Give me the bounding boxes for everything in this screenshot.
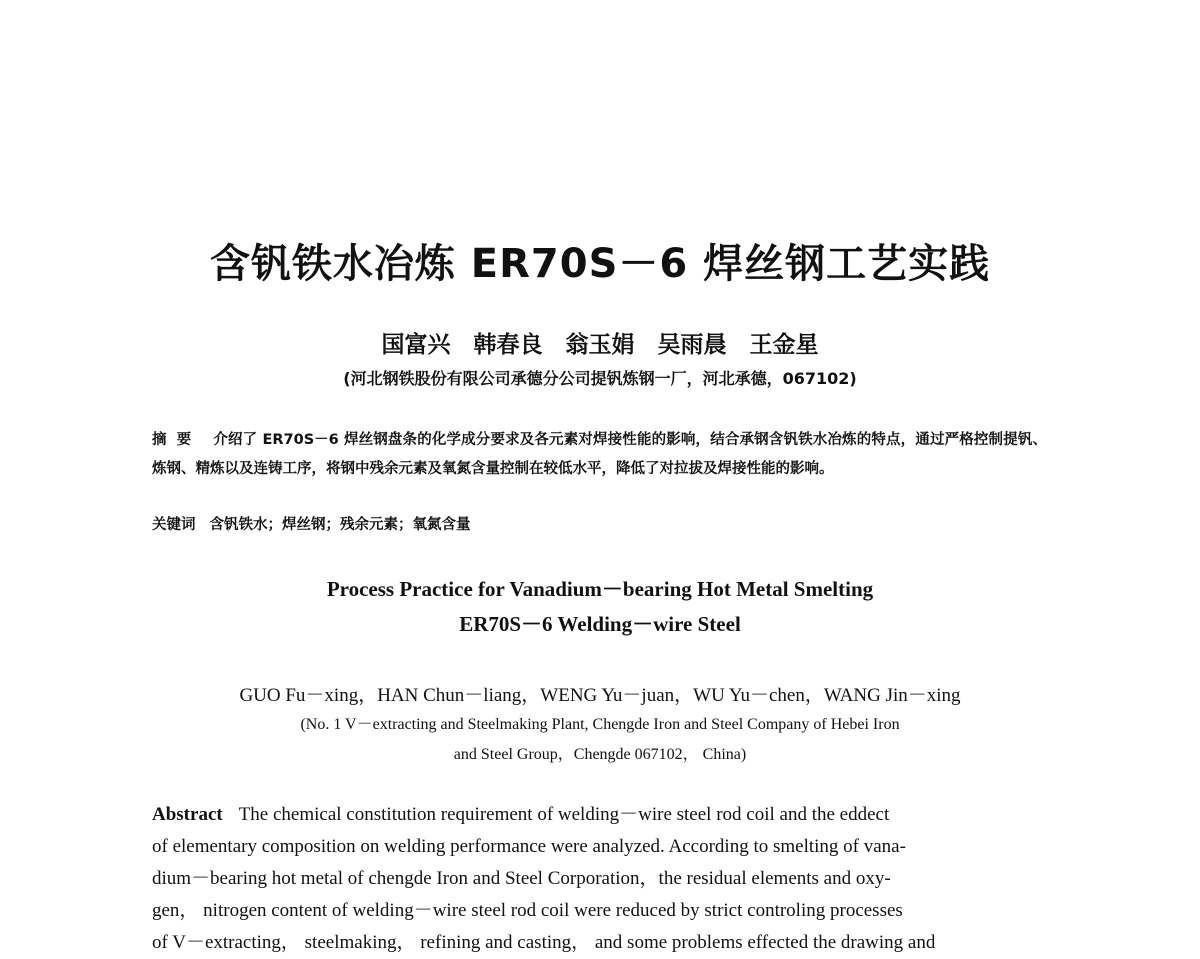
abstract-english-line-3: dium－bearing hot metal of chengde Iron and Steel Corporation，the residual elements and oxy-: [152, 868, 891, 889]
keywords-chinese-label: 关键词: [152, 517, 196, 533]
affiliation-english-line-1: (No. 1 V－extracting and Steelmaking Plant, Chengde Iron and Steel Company of Hebei Iron: [300, 716, 900, 733]
abstract-english-line-4: gen， nitrogen content of welding－wire steel rod coil were reduced by strict controling processes: [152, 900, 903, 921]
abstract-english-label: Abstract: [152, 804, 223, 825]
abstract-english-line-5: of V－extracting， steelmaking， refining and casting， and some problems effected the drawing and: [152, 932, 936, 953]
abstract-chinese-label: 摘要: [152, 432, 202, 448]
title-english-line-1: Process Practice for Vanadium－bearing Hot Metal Smelting: [326, 577, 874, 601]
title-english: [0, 572, 1200, 642]
authors-chinese: 国富兴 韩春良 翁玉娟 吴雨晨 王金星: [381, 331, 819, 358]
keywords-chinese: [152, 511, 1047, 540]
affiliation-english: [0, 710, 1200, 770]
authors-english: GUO Fu－xing，HAN Chun－liang，WENG Yu－juan，WU Yu－chen，WANG Jin－xing: [239, 685, 961, 706]
abstract-english-text-1: The chemical constitution requirement of welding－wire steel rod coil and the eddect: [238, 804, 890, 825]
title-english-line-2: ER70S－6 Welding－wire Steel: [459, 612, 741, 636]
affiliation-chinese: (河北钢铁股份有限公司承德分公司提钒炼钢一厂，河北承德，067102): [343, 369, 857, 388]
affiliation-english-line-2: and Steel Group，Chengde 067102， China): [453, 746, 747, 763]
abstract-english: [152, 799, 1047, 959]
title-chinese: 含钒铁水冶炼 ER70S－6 焊丝钢工艺实践: [209, 241, 991, 287]
abstract-english-line-2: of elementary composition on welding performance were analyzed. According to smelting of vana-: [152, 836, 906, 857]
abstract-chinese: [152, 426, 1047, 484]
abstract-english-line-1: [152, 799, 1047, 831]
abstract-chinese-text: 介绍了 ER70S－6 焊丝钢盘条的化学成分要求及各元素对焊接性能的影响，结合承钢含钒铁水冶炼的特点，通过严格控制提钒、炼钢、精炼以及连铸工序，将钢中残余元素及氧氮含量控制在较低水平，降低了对拉拔及焊接性能的影响。: [152, 432, 1048, 477]
keywords-chinese-text: 含钒铁水；焊丝钢；残余元素；氧氮含量: [209, 517, 471, 533]
